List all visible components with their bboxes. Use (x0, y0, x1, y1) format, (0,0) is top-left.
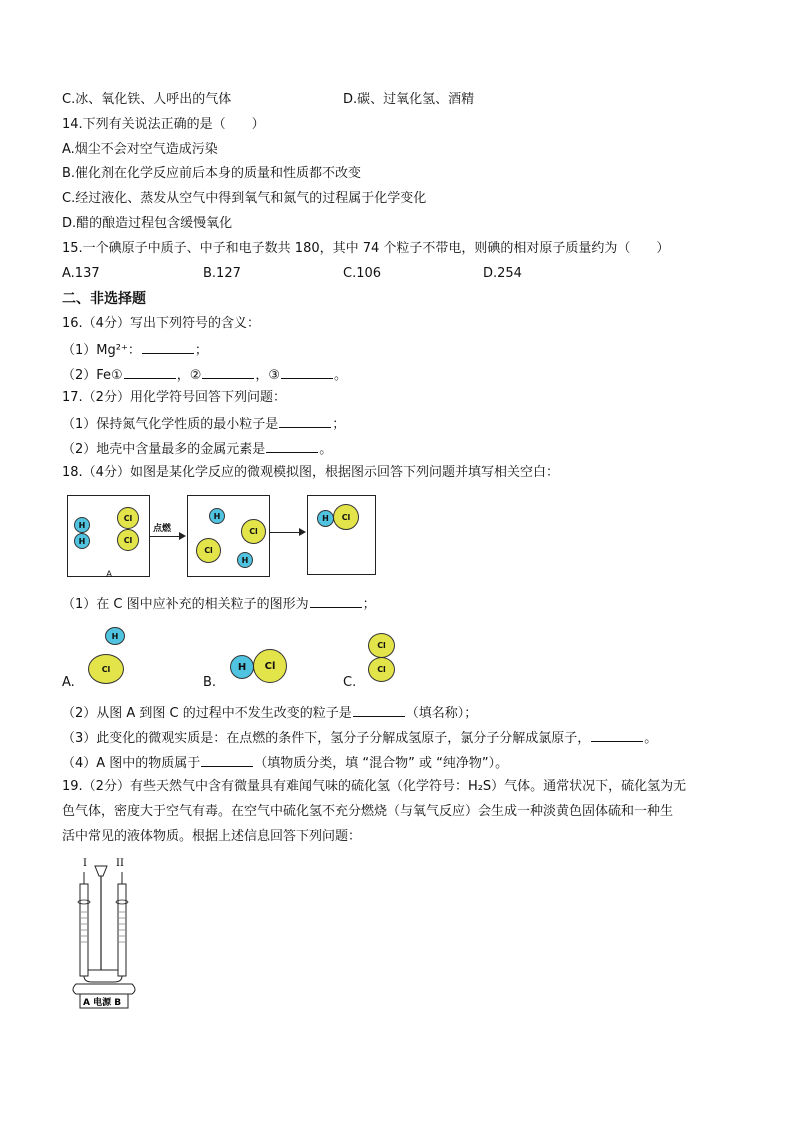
q16-part2-mid1: ，② (176, 368, 202, 383)
chlorine-atom: Cl (88, 654, 124, 684)
q15-stem: 15.一个碘原子中质子、中子和电子数共 180，其中 74 个粒子不带电，则碘的相对原子质量约为（ ） (62, 241, 670, 256)
funnel-icon (95, 866, 107, 876)
q18-part4-suffix: （填物质分类，填 “混合物” 或 “纯净物”）。 (254, 756, 509, 771)
q16-part2-blank-2[interactable] (202, 366, 254, 379)
q18-part3-suffix: 。 (644, 731, 658, 746)
q13-option-c: C.冰、氧化铁、人呼出的气体 (62, 92, 232, 107)
q14-option-b: B.催化剂在化学反应前后本身的质量和性质都不改变 (62, 166, 362, 181)
q18-part3-prefix: （3）此变化的微观实质是：在点燃的条件下，氢分子分解成氢原子，氯分子分解成氯原子， (62, 731, 591, 746)
q17-part1-suffix: ； (332, 417, 346, 432)
q17-part2-prefix: （2）地壳中含量最多的金属元素是 (62, 442, 266, 457)
q16-part2-mid2: ，③ (255, 368, 281, 383)
chlorine-atom: Cl (333, 504, 359, 530)
choice-b-label: B. (203, 675, 217, 690)
tube-label-ii: II (116, 858, 124, 869)
power-source-label: A 电源 B (83, 998, 122, 1008)
q15-option-d: D.254 (483, 266, 522, 281)
q16-part2-prefix: （2）Fe① (62, 368, 123, 383)
choice-a-label: A. (62, 675, 75, 690)
chlorine-atom: Cl (196, 538, 221, 563)
q16-part2-blank-1[interactable] (124, 366, 176, 379)
reaction-condition-label: 点燃 (153, 524, 172, 534)
q19-line-1: 19.（2分）有些天然气中含有微量具有难闻气味的硫化氢（化学符号：H₂S）气体。通常状况下，硫化氢为无 (62, 779, 687, 794)
apparatus-base (73, 984, 135, 994)
q18-part4 (62, 754, 508, 772)
q18-part4-prefix: （4）A 图中的物质属于 (62, 756, 201, 771)
q16-part1-prefix: （1）Mg²⁺： (62, 343, 141, 358)
chlorine-atom: Cl (368, 633, 395, 658)
arrowhead-icon (179, 532, 186, 540)
q16-part1 (62, 341, 208, 359)
hydrogen-atom: H (230, 655, 254, 679)
q18-part1 (62, 595, 376, 613)
q14-stem: 14.下列有关说法正确的是（ ） (62, 117, 265, 132)
q14-option-c: C.经过液化、蒸发从空气中得到氧气和氮气的过程属于化学变化 (62, 191, 427, 206)
q18-part2-suffix: （填名称）； (405, 706, 478, 721)
q16-part1-suffix: ； (194, 343, 208, 358)
q18-part2-prefix: （2）从图 A 到图 C 的过程中不发生改变的粒子是 (62, 706, 352, 721)
reaction-arrow (150, 536, 180, 537)
q14-option-d: D.醋的酿造过程包含缓慢氧化 (62, 216, 233, 231)
q17-part1 (62, 415, 345, 433)
hydrogen-atom: H (209, 508, 225, 524)
q18-stem: 18.（4分）如图是某化学反应的微观模拟图，根据图示回答下列问题并填写相关空白： (62, 465, 559, 480)
section-title: 二、非选择题 (62, 291, 146, 307)
q18-part1-prefix: （1）在 C 图中应补充的相关粒子的图形为 (62, 597, 309, 612)
q17-part2 (62, 440, 332, 458)
q15-option-b: B.127 (203, 266, 241, 281)
q16-part2 (62, 366, 347, 384)
chlorine-atom: Cl (241, 519, 266, 544)
chlorine-atom: Cl (253, 649, 287, 683)
hydrogen-atom: H (237, 552, 253, 568)
q18-part3 (62, 729, 657, 747)
q16-part2-blank-3[interactable] (281, 366, 333, 379)
q17-stem: 17.（2分）用化学符号回答下列问题： (62, 390, 286, 405)
q13-option-d: D.碳、过氧化氢、酒精 (343, 92, 475, 107)
chlorine-atom: Cl (368, 657, 395, 682)
q16-part1-blank[interactable] (142, 341, 194, 354)
electrolysis-apparatus (62, 852, 152, 1012)
q17-part1-prefix: （1）保持氮气化学性质的最小粒子是 (62, 417, 279, 432)
q18-part2 (62, 704, 477, 722)
q16-part2-suffix: 。 (334, 368, 348, 383)
chlorine-atom: Cl (117, 529, 139, 551)
q14-option-a: A.烟尘不会对空气造成污染 (62, 142, 218, 157)
hydrogen-atom: H (105, 627, 125, 645)
q18-part1-blank[interactable] (310, 595, 362, 608)
hydrogen-atom: H (74, 517, 90, 533)
q18-part3-blank[interactable] (591, 729, 643, 742)
tube-label-i: I (83, 858, 87, 869)
q15-option-c: C.106 (343, 266, 382, 281)
chlorine-atom: Cl (117, 507, 139, 529)
hydrogen-atom: H (317, 510, 334, 527)
q15-option-a: A.137 (62, 266, 100, 281)
arrowhead-icon (299, 528, 306, 536)
q18-part4-blank[interactable] (201, 754, 253, 767)
q18-part1-suffix: ； (362, 597, 376, 612)
q19-line-2: 色气体，密度大于空气有毒。在空气中硫化氢不充分燃烧（与氧气反应）会生成一种淡黄色固体硫和一种生 (62, 804, 674, 819)
q19-line-3: 活中常见的液体物质。根据上述信息回答下列问题： (62, 829, 362, 844)
reaction-arrow (270, 532, 300, 533)
q17-part1-blank[interactable] (279, 415, 331, 428)
q17-part2-suffix: 。 (319, 442, 333, 457)
hydrogen-atom: H (74, 533, 90, 549)
q16-stem: 16.（4分）写出下列符号的含义： (62, 316, 260, 331)
q18-part2-blank[interactable] (353, 704, 405, 717)
box-a-label: A (106, 570, 113, 580)
choice-c-label: C. (343, 675, 357, 690)
q17-part2-blank[interactable] (266, 440, 318, 453)
